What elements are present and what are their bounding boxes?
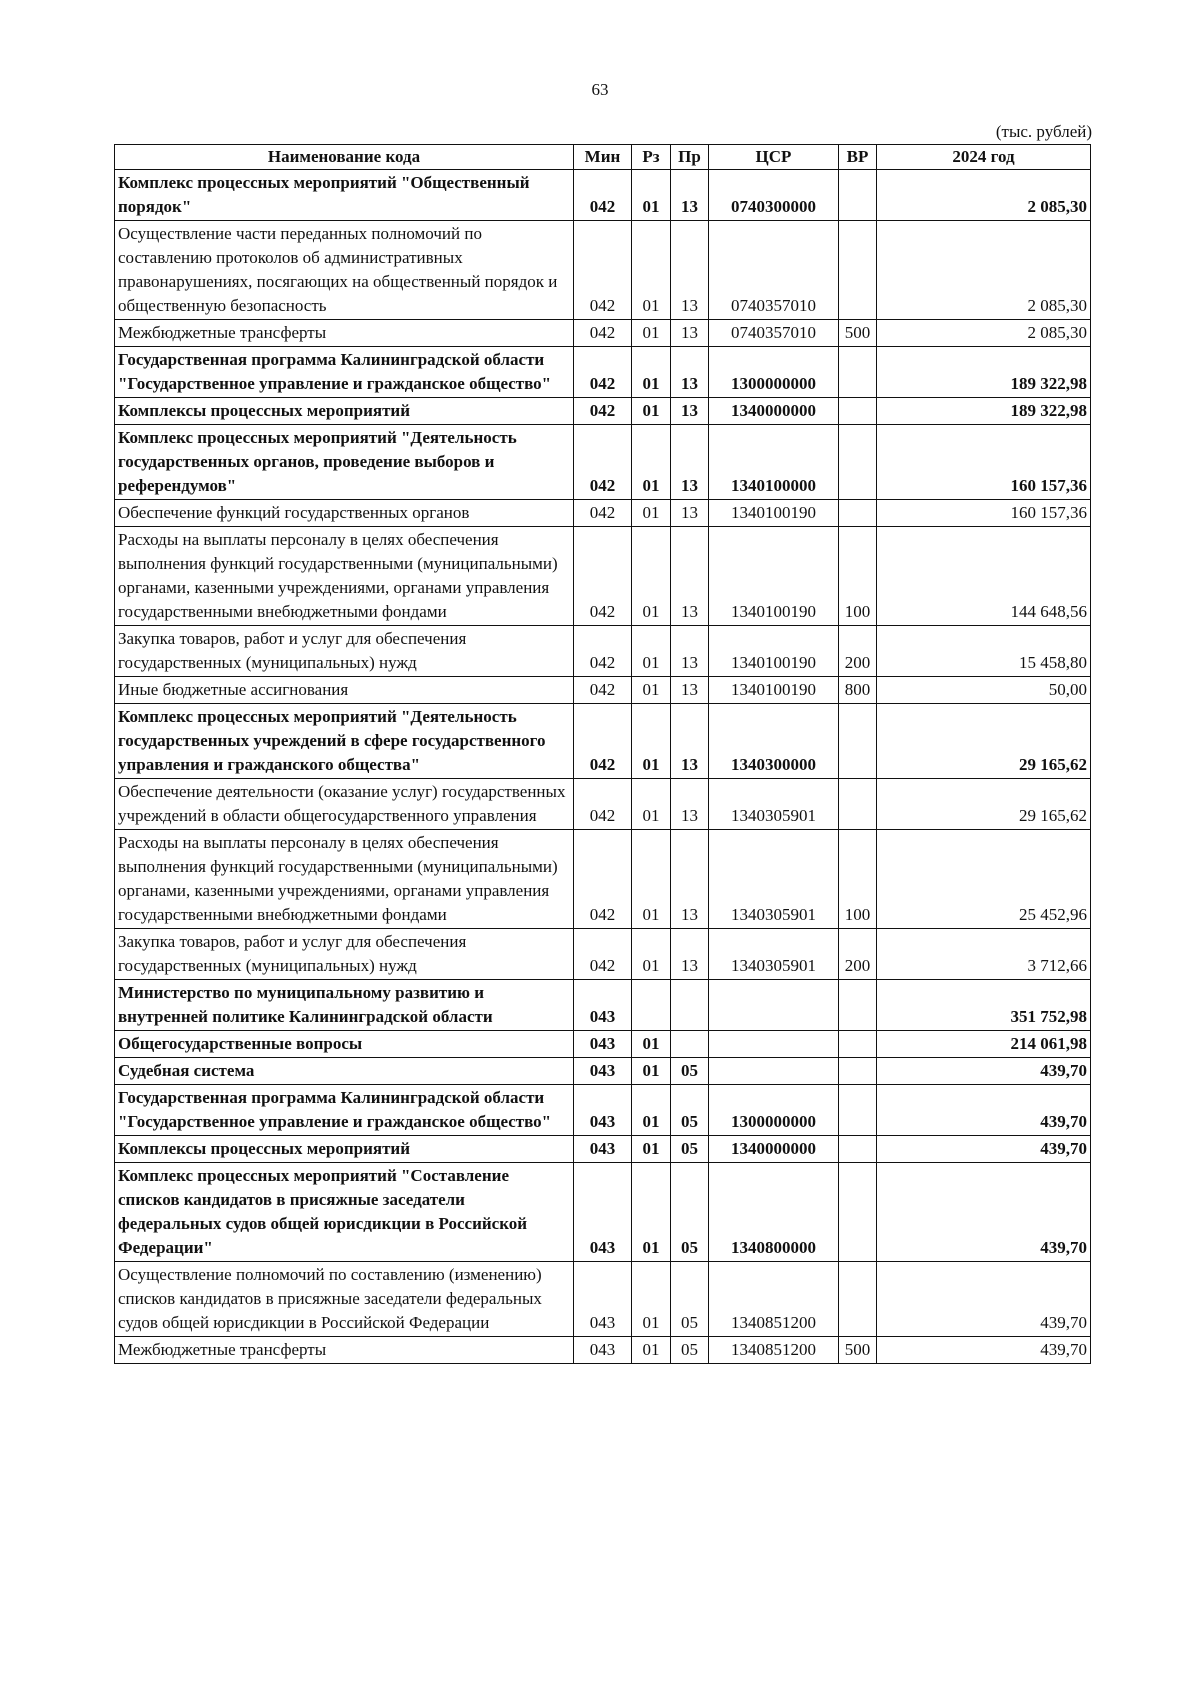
cell-csr: 1340305901 [709, 929, 839, 980]
cell-amount: 189 322,98 [877, 347, 1091, 398]
cell-name: Комплекс процессных мероприятий "Общественный порядок" [115, 170, 574, 221]
cell-rz: 01 [632, 830, 671, 929]
cell-vr: 100 [839, 830, 877, 929]
cell-pr: 13 [671, 221, 709, 320]
cell-min: 042 [574, 398, 632, 425]
cell-pr: 05 [671, 1163, 709, 1262]
cell-csr: 1340100190 [709, 626, 839, 677]
table-row [115, 1163, 1091, 1262]
cell-min: 042 [574, 500, 632, 527]
cell-amount: 144 648,56 [877, 527, 1091, 626]
cell-min: 042 [574, 626, 632, 677]
cell-name: Иные бюджетные ассигнования [115, 677, 574, 704]
cell-vr: 200 [839, 929, 877, 980]
cell-min: 042 [574, 779, 632, 830]
cell-vr [839, 1085, 877, 1136]
cell-vr [839, 170, 877, 221]
cell-pr: 05 [671, 1337, 709, 1364]
cell-vr: 500 [839, 320, 877, 347]
cell-pr: 13 [671, 626, 709, 677]
cell-min: 043 [574, 1031, 632, 1058]
table-row [115, 626, 1091, 677]
cell-rz: 01 [632, 1058, 671, 1085]
cell-min: 042 [574, 347, 632, 398]
table-row [115, 779, 1091, 830]
cell-amount: 214 061,98 [877, 1031, 1091, 1058]
cell-csr: 1340800000 [709, 1163, 839, 1262]
table-row [115, 677, 1091, 704]
cell-pr: 13 [671, 527, 709, 626]
cell-min: 043 [574, 1163, 632, 1262]
cell-amount: 50,00 [877, 677, 1091, 704]
cell-pr: 13 [671, 425, 709, 500]
table-row [115, 320, 1091, 347]
cell-vr [839, 1136, 877, 1163]
table-row [115, 1031, 1091, 1058]
table-row [115, 929, 1091, 980]
cell-vr [839, 500, 877, 527]
table-row [115, 830, 1091, 929]
cell-min: 042 [574, 929, 632, 980]
cell-csr: 1340100190 [709, 500, 839, 527]
cell-amount: 160 157,36 [877, 500, 1091, 527]
cell-pr: 13 [671, 779, 709, 830]
cell-name: Комплексы процессных мероприятий [115, 1136, 574, 1163]
cell-min: 043 [574, 980, 632, 1031]
cell-min: 043 [574, 1262, 632, 1337]
table-row [115, 398, 1091, 425]
cell-min: 042 [574, 677, 632, 704]
cell-pr [671, 980, 709, 1031]
table-row [115, 1058, 1091, 1085]
cell-rz: 01 [632, 170, 671, 221]
cell-name: Осуществление части переданных полномочий по составлению протоколов об административных правонарушениях, посягающих на общественный порядок и общественную безопасность [115, 221, 574, 320]
cell-csr: 1300000000 [709, 1085, 839, 1136]
cell-min: 043 [574, 1058, 632, 1085]
cell-vr [839, 425, 877, 500]
cell-amount: 29 165,62 [877, 779, 1091, 830]
cell-amount: 189 322,98 [877, 398, 1091, 425]
table-row [115, 1337, 1091, 1364]
cell-name: Общегосударственные вопросы [115, 1031, 574, 1058]
cell-csr: 1340100000 [709, 425, 839, 500]
cell-min: 042 [574, 170, 632, 221]
cell-pr: 05 [671, 1262, 709, 1337]
cell-amount: 439,70 [877, 1136, 1091, 1163]
header-year: 2024 год [877, 145, 1091, 170]
cell-rz: 01 [632, 626, 671, 677]
cell-csr [709, 980, 839, 1031]
cell-name: Комплекс процессных мероприятий "Деятельность государственных органов, проведение выборов и референдумов" [115, 425, 574, 500]
table-header-row [115, 145, 1091, 170]
cell-rz: 01 [632, 221, 671, 320]
cell-pr: 13 [671, 830, 709, 929]
cell-pr: 05 [671, 1058, 709, 1085]
cell-name: Государственная программа Калининградской области "Государственное управление и гражданское общество" [115, 347, 574, 398]
cell-amount: 439,70 [877, 1058, 1091, 1085]
cell-rz: 01 [632, 1031, 671, 1058]
table-row [115, 347, 1091, 398]
cell-pr: 13 [671, 929, 709, 980]
cell-pr: 13 [671, 320, 709, 347]
table-row [115, 425, 1091, 500]
cell-rz: 01 [632, 320, 671, 347]
table-row [115, 1136, 1091, 1163]
cell-csr: 0740357010 [709, 221, 839, 320]
cell-csr: 1340300000 [709, 704, 839, 779]
cell-pr: 13 [671, 500, 709, 527]
cell-name: Межбюджетные трансферты [115, 1337, 574, 1364]
cell-amount: 160 157,36 [877, 425, 1091, 500]
cell-vr [839, 347, 877, 398]
cell-vr [839, 779, 877, 830]
cell-name: Межбюджетные трансферты [115, 320, 574, 347]
cell-vr [839, 1262, 877, 1337]
cell-name: Обеспечение деятельности (оказание услуг) государственных учреждений в области общегосударственного управления [115, 779, 574, 830]
cell-min: 042 [574, 221, 632, 320]
cell-rz: 01 [632, 1163, 671, 1262]
cell-vr [839, 704, 877, 779]
cell-min: 042 [574, 320, 632, 347]
cell-csr [709, 1031, 839, 1058]
cell-rz [632, 980, 671, 1031]
cell-vr: 200 [839, 626, 877, 677]
table-row [115, 170, 1091, 221]
cell-vr [839, 398, 877, 425]
table-row [115, 1085, 1091, 1136]
table-row [115, 704, 1091, 779]
table-row [115, 980, 1091, 1031]
cell-vr: 800 [839, 677, 877, 704]
table-body [115, 170, 1091, 1364]
cell-amount: 3 712,66 [877, 929, 1091, 980]
cell-pr: 05 [671, 1085, 709, 1136]
cell-amount: 351 752,98 [877, 980, 1091, 1031]
cell-name: Закупка товаров, работ и услуг для обеспечения государственных (муниципальных) нужд [115, 626, 574, 677]
header-name: Наименование кода [115, 145, 574, 170]
table-row [115, 221, 1091, 320]
budget-table [114, 144, 1091, 1364]
cell-name: Комплекс процессных мероприятий "Составление списков кандидатов в присяжные заседатели федеральных судов общей юрисдикции в Российской Федерации" [115, 1163, 574, 1262]
cell-amount: 439,70 [877, 1085, 1091, 1136]
cell-csr: 0740300000 [709, 170, 839, 221]
cell-csr: 1340851200 [709, 1262, 839, 1337]
cell-amount: 2 085,30 [877, 170, 1091, 221]
cell-rz: 01 [632, 398, 671, 425]
cell-name: Расходы на выплаты персоналу в целях обеспечения выполнения функций государственными (муниципальными) органами, казенными учреждениями, органами управления государственными внебюджетными фондами [115, 527, 574, 626]
cell-vr [839, 1031, 877, 1058]
cell-vr [839, 1163, 877, 1262]
cell-rz: 01 [632, 1136, 671, 1163]
cell-name: Государственная программа Калининградской области "Государственное управление и гражданское общество" [115, 1085, 574, 1136]
cell-vr: 500 [839, 1337, 877, 1364]
cell-vr [839, 1058, 877, 1085]
header-rz: Рз [632, 145, 671, 170]
cell-rz: 01 [632, 500, 671, 527]
cell-vr: 100 [839, 527, 877, 626]
page-number: 63 [591, 80, 609, 99]
cell-pr: 13 [671, 347, 709, 398]
cell-amount: 2 085,30 [877, 320, 1091, 347]
cell-min: 043 [574, 1136, 632, 1163]
cell-pr: 13 [671, 704, 709, 779]
cell-pr [671, 1031, 709, 1058]
header-pr: Пр [671, 145, 709, 170]
cell-amount: 439,70 [877, 1163, 1091, 1262]
cell-csr: 1340305901 [709, 779, 839, 830]
table-row [115, 500, 1091, 527]
cell-rz: 01 [632, 704, 671, 779]
cell-min: 043 [574, 1337, 632, 1364]
cell-rz: 01 [632, 677, 671, 704]
cell-name: Расходы на выплаты персоналу в целях обеспечения выполнения функций государственными (муниципальными) органами, казенными учреждениями, органами управления государственными внебюджетными фондами [115, 830, 574, 929]
cell-amount: 439,70 [877, 1262, 1091, 1337]
header-vr: ВР [839, 145, 877, 170]
cell-rz: 01 [632, 1262, 671, 1337]
cell-min: 042 [574, 704, 632, 779]
table-row [115, 1262, 1091, 1337]
cell-name: Комплексы процессных мероприятий [115, 398, 574, 425]
cell-rz: 01 [632, 527, 671, 626]
cell-rz: 01 [632, 425, 671, 500]
cell-csr: 1340100190 [709, 677, 839, 704]
cell-csr: 1340305901 [709, 830, 839, 929]
cell-csr: 1340000000 [709, 1136, 839, 1163]
cell-name: Министерство по муниципальному развитию и внутренней политике Калининградской области [115, 980, 574, 1031]
units-label: (тыс. рублей) [995, 122, 1092, 141]
cell-name: Судебная система [115, 1058, 574, 1085]
cell-amount: 29 165,62 [877, 704, 1091, 779]
cell-rz: 01 [632, 347, 671, 398]
header-csr: ЦСР [709, 145, 839, 170]
cell-rz: 01 [632, 779, 671, 830]
cell-min: 042 [574, 425, 632, 500]
cell-name: Осуществление полномочий по составлению (изменению) списков кандидатов в присяжные заседатели федеральных судов общей юрисдикции в Российской Федерации [115, 1262, 574, 1337]
cell-min: 042 [574, 830, 632, 929]
cell-amount: 439,70 [877, 1337, 1091, 1364]
cell-name: Закупка товаров, работ и услуг для обеспечения государственных (муниципальных) нужд [115, 929, 574, 980]
cell-pr: 13 [671, 398, 709, 425]
cell-csr: 1340851200 [709, 1337, 839, 1364]
cell-pr: 13 [671, 677, 709, 704]
cell-amount: 25 452,96 [877, 830, 1091, 929]
cell-csr [709, 1058, 839, 1085]
cell-csr: 1340100190 [709, 527, 839, 626]
cell-vr [839, 221, 877, 320]
cell-csr: 1300000000 [709, 347, 839, 398]
cell-min: 043 [574, 1085, 632, 1136]
cell-amount: 15 458,80 [877, 626, 1091, 677]
cell-amount: 2 085,30 [877, 221, 1091, 320]
cell-pr: 05 [671, 1136, 709, 1163]
cell-csr: 1340000000 [709, 398, 839, 425]
cell-rz: 01 [632, 929, 671, 980]
cell-rz: 01 [632, 1337, 671, 1364]
cell-name: Комплекс процессных мероприятий "Деятельность государственных учреждений в сфере государственного управления и гражданского общества" [115, 704, 574, 779]
cell-vr [839, 980, 877, 1031]
table-row [115, 527, 1091, 626]
cell-rz: 01 [632, 1085, 671, 1136]
cell-csr: 0740357010 [709, 320, 839, 347]
cell-min: 042 [574, 527, 632, 626]
header-min: Мин [574, 145, 632, 170]
cell-name: Обеспечение функций государственных органов [115, 500, 574, 527]
cell-pr: 13 [671, 170, 709, 221]
